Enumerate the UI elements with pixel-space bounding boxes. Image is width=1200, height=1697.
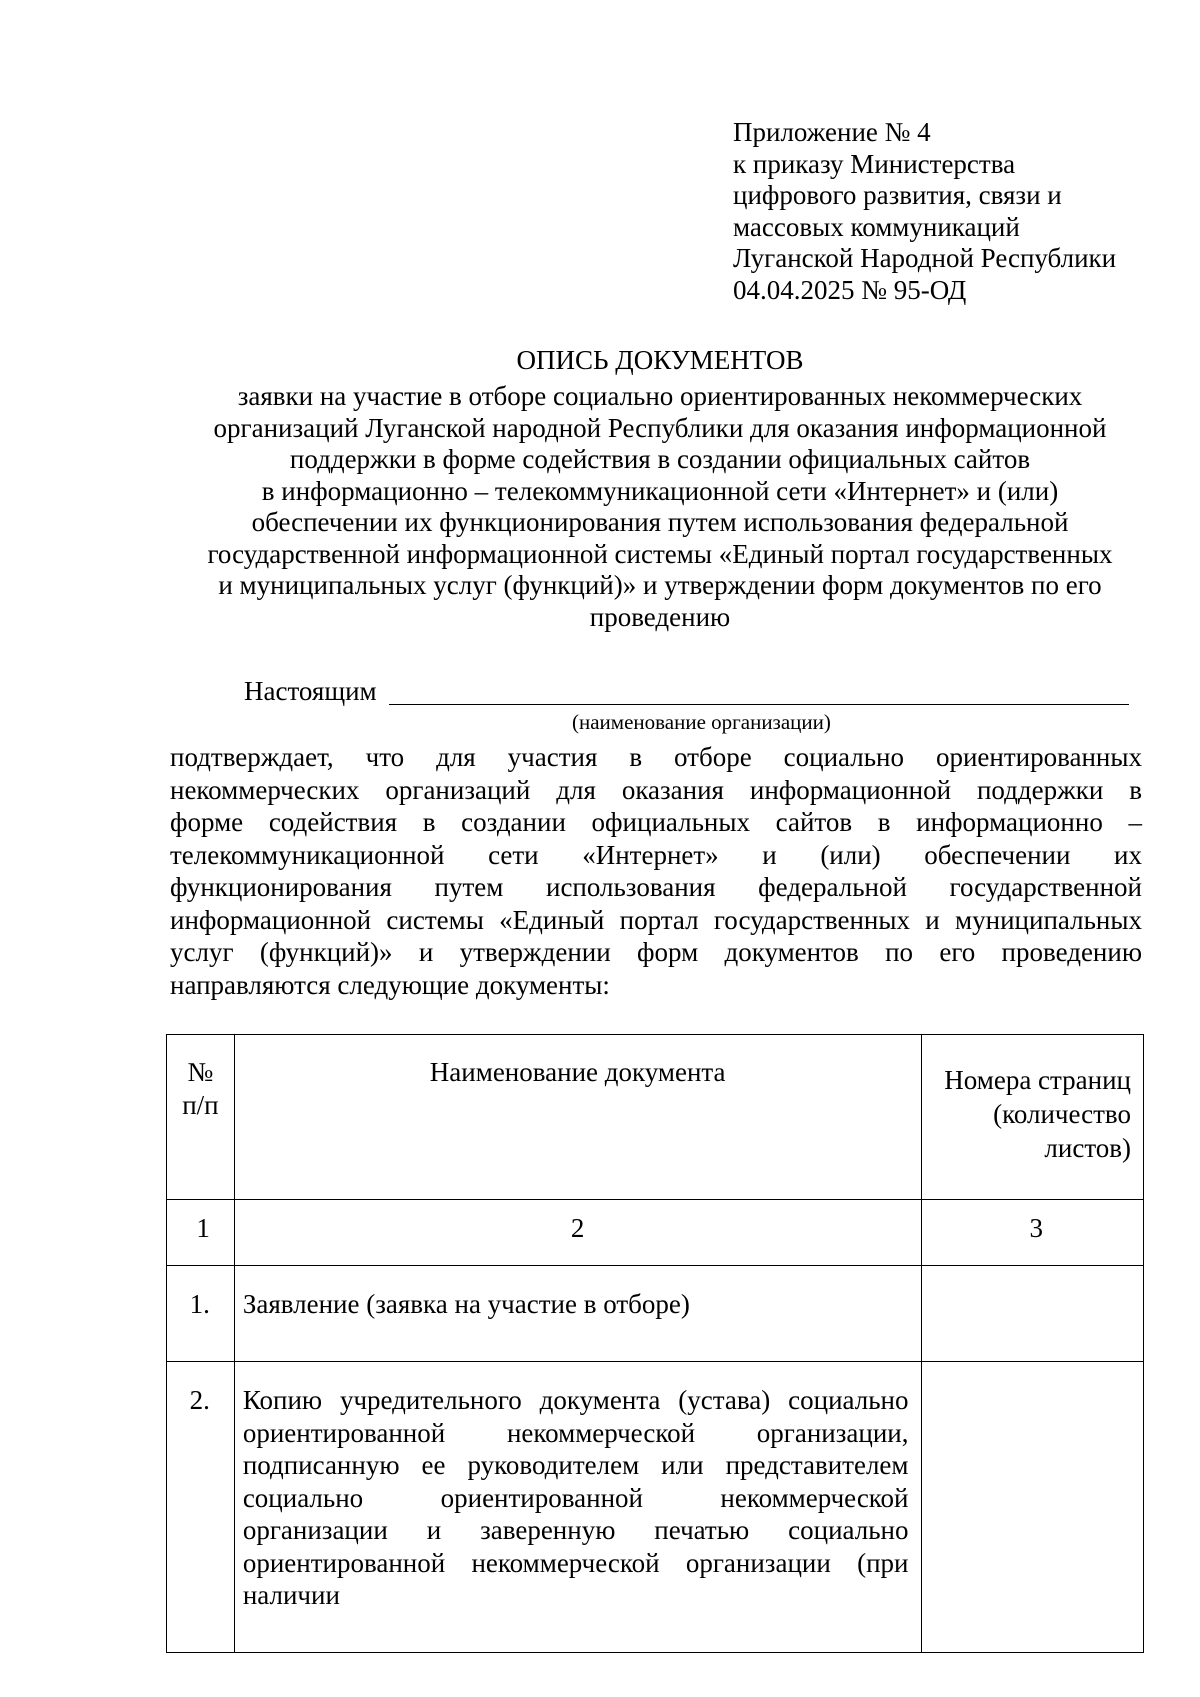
appendix-block [733,117,1173,306]
paragraph-line: форме содействия в создании официальных сайтов в информационно – [170,807,1142,837]
header-pages-line: (количество [993,1099,1131,1129]
paragraph-line: подтверждает, что для участия в отборе социально ориентированных [170,742,1142,772]
document-name-line: наличии [242,1580,340,1610]
subtitle-line: в информационно – телекоммуникационной сети «Интернет» и (или) [261,475,1059,506]
header-name-cell [234,1035,921,1200]
pages-cell[interactable] [921,1362,1144,1653]
document-name-cell: Заявление (заявка на участие в отборе) [234,1266,921,1362]
subtitle-line: поддержки в форме содействия в создании официальных сайтов [289,444,1031,474]
column-number-cell: 3 [921,1200,1144,1266]
appendix-line: к приказу Министерства [733,148,1016,179]
document-subtitle [170,381,1150,633]
column-numbers-row [167,1200,1144,1266]
column-number-cell: 2 [234,1200,921,1266]
present-label: Настоящим [244,676,377,706]
organization-name-blank[interactable] [389,704,1129,705]
row-number-cell: 2. [167,1362,235,1653]
subtitle-line: государственной информационной системы «Единый портал государственных [207,538,1113,569]
document-name-line: ориентированной некоммерческой организации, [242,1417,909,1448]
header-pages-line: листов) [1044,1133,1131,1163]
header-pages-cell [921,1035,1144,1200]
document-name-line: подписанную ее руководителем или представителем [242,1450,909,1480]
subtitle-line: организаций Луганской народной Республики для оказания информационной [213,412,1107,443]
organization-line [244,676,1144,710]
organization-caption: (наименование организации) [572,710,831,734]
document-name-cell [234,1362,921,1653]
document-name-line: ориентированной некоммерческой организации (при [242,1547,909,1578]
document-name-line: Копию учредительного документа (устава) социально [242,1385,909,1415]
header-name-label: Наименование документа [429,1057,726,1087]
column-number-cell: 1 [167,1200,235,1266]
paragraph-line: телекоммуникационной сети «Интернет» и (или) обеспечении их [170,839,1142,870]
table-row [167,1362,1144,1653]
subtitle-line: и муниципальных услуг (функций)» и утверждении форм документов по его [218,570,1102,600]
paragraph-line: функционирования путем использования федеральной государственной [170,872,1142,902]
header-number-label: п/п [182,1090,219,1120]
appendix-line: Приложение № 4 [733,117,931,147]
paragraph-line: направляются следующие документы: [170,969,610,1000]
appendix-line: массовых коммуникаций [733,211,1020,242]
confirmation-paragraph [170,741,1142,1001]
document-name-line: социально ориентированной некоммерческой [242,1482,909,1513]
header-number-cell [167,1035,235,1200]
subtitle-line: проведению [589,601,731,632]
appendix-line: цифрового развития, связи и [733,180,1062,210]
paragraph-line: услуг (функций)» и утверждении форм документов по его проведению [170,937,1142,967]
header-number-symbol: № [187,1057,214,1087]
row-number-cell: 1. [167,1266,235,1362]
pages-cell[interactable] [921,1266,1144,1362]
document-name-line: организации и заверенную печатью социально [242,1515,909,1545]
table-row [167,1266,1144,1362]
header-pages-line: Номера страниц [944,1065,1131,1095]
document-title: ОПИСЬ ДОКУМЕНТОВ [516,345,804,375]
documents-table [166,1034,1144,1653]
paragraph-line: информационной системы «Единый портал государственных и муниципальных [170,904,1142,935]
paragraph-line: некоммерческих организаций для оказания информационной поддержки в [170,774,1142,805]
appendix-line: Луганской Народной Республики [733,243,1117,273]
subtitle-line: обеспечении их функционирования путем использования федеральной [251,507,1069,537]
table-header-row [167,1035,1144,1200]
appendix-line: 04.04.2025 № 95-ОД [733,274,967,305]
subtitle-line: заявки на участие в отборе социально ориентированных некоммерческих [237,381,1083,411]
